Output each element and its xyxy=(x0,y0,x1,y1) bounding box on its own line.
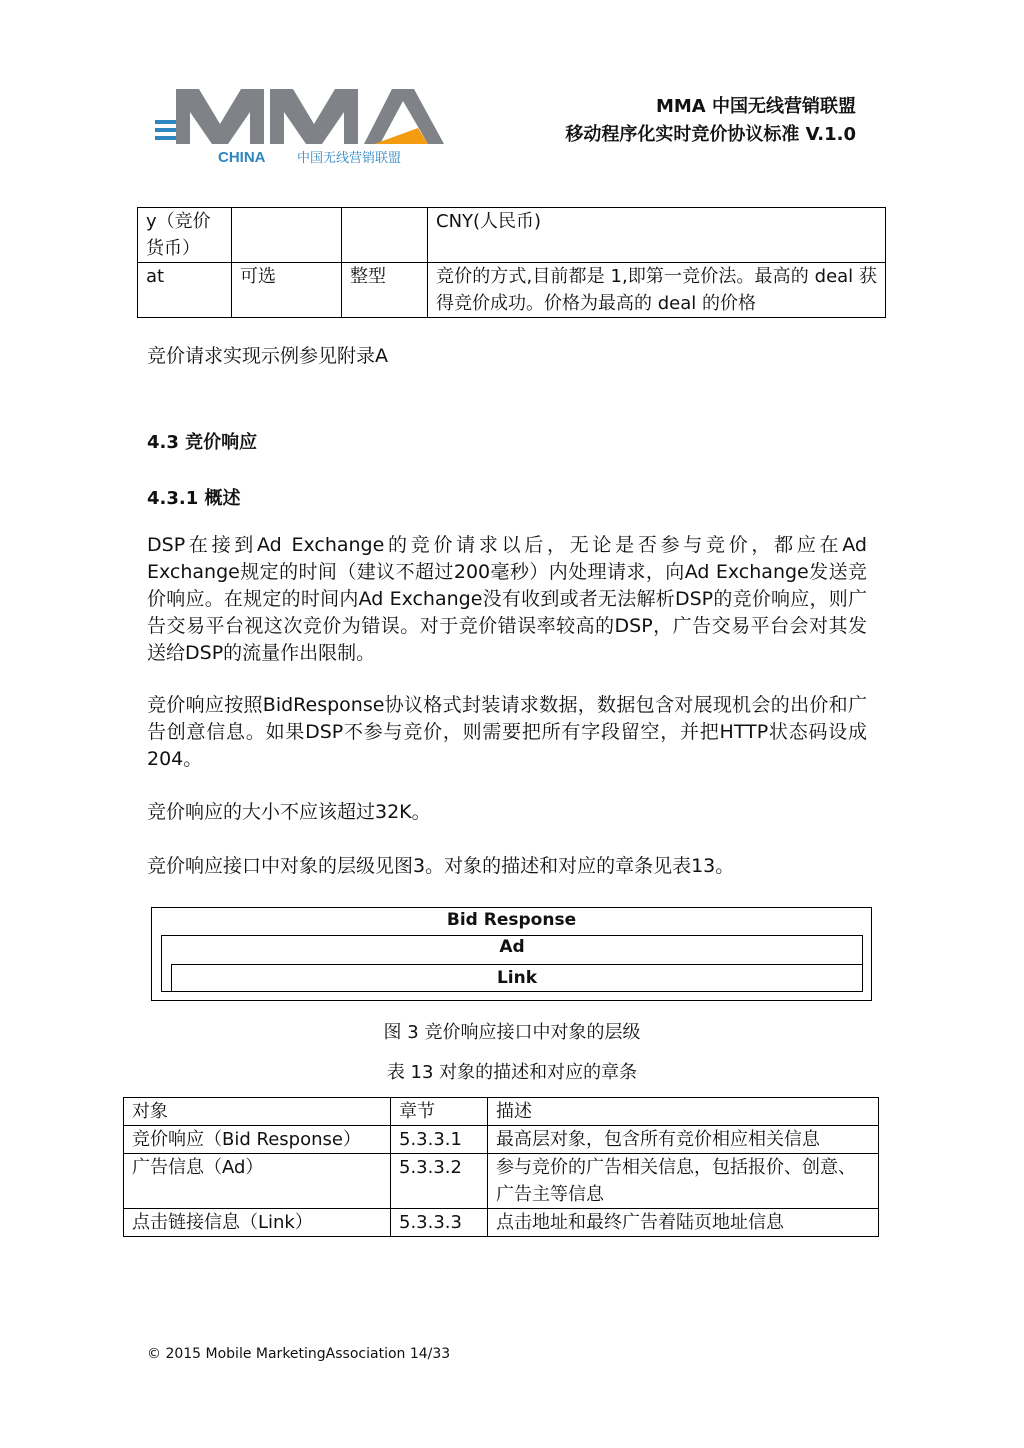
table-cell: 最高层对象，包含所有竞价相应相关信息 xyxy=(488,1126,879,1154)
figure-caption: 图 3 竞价响应接口中对象的层级 xyxy=(383,1022,641,1043)
hierarchy-figure xyxy=(151,907,872,1001)
table-cell: 5.3.3.2 xyxy=(391,1154,488,1209)
paragraph-2: 竞价响应按照BidResponse协议格式封装请求数据，数据包含对展现机会的出价和广告创意信息。如果DSP不参与竞价，则需要把所有字段留空，并把HTTP状态码设成204。 xyxy=(147,694,867,770)
figure-link-box: Link xyxy=(171,964,863,992)
table-cell: 点击地址和最终广告着陆页地址信息 xyxy=(488,1209,879,1237)
table-header-cell: 对象 xyxy=(124,1098,391,1126)
paragraph-4: 竞价响应接口中对象的层级见图3。对象的描述和对应的章条见表13。 xyxy=(147,855,735,877)
table-header-cell: 描述 xyxy=(488,1098,879,1126)
table-row xyxy=(138,208,886,263)
logo-wordmark: MMA xyxy=(152,84,155,85)
table-cell: 广告信息（Ad） xyxy=(124,1154,391,1209)
table-row xyxy=(124,1154,879,1209)
table-cell: 参与竞价的广告相关信息，包括报价、创意、广告主等信息 xyxy=(488,1154,879,1209)
param-table xyxy=(137,207,886,318)
figure-ad-box xyxy=(161,935,863,992)
logo-china-text: CHINA xyxy=(218,149,266,166)
figure-bid-response-label: Bid Response xyxy=(446,910,577,930)
table-cell xyxy=(342,208,428,263)
table-cell: 点击链接信息（Link） xyxy=(124,1209,391,1237)
paragraph-1: DSP在接到Ad Exchange的竞价请求以后，无论是否参与竞价，都应在Ad Exchange规定的时间（建议不超过200毫秒）内处理请求，向Ad Exchange发送竞价响应。在规定的时间内Ad Exchange没有收到或者无法解析DSP的竞价响应，则广告交易平台视这次竞价为错误。对于竞价错误率较高的DSP，广告交易平台会对其发送给DSP的流量作出限制。 xyxy=(147,534,867,664)
table-header-cell: 章节 xyxy=(391,1098,488,1126)
appendix-note: 竞价请求实现示例参见附录A xyxy=(147,345,388,367)
table-cell: 竞价响应（Bid Response） xyxy=(124,1126,391,1154)
table-row xyxy=(124,1126,879,1154)
table-cell xyxy=(232,208,342,263)
table-cell: CNY(人民币) xyxy=(428,208,886,263)
table-header-row xyxy=(124,1098,879,1126)
table-cell: 整型 xyxy=(342,263,428,318)
mma-china-logo xyxy=(152,84,452,168)
table-cell: 可选 xyxy=(232,263,342,318)
table-cell: 5.3.3.3 xyxy=(391,1209,488,1237)
section-heading-4-3: 4.3 竞价响应 xyxy=(147,432,258,453)
table-row xyxy=(138,263,886,318)
table-cell: y（竞价货币） xyxy=(138,208,232,263)
paragraph-3: 竞价响应的大小不应该超过32K。 xyxy=(147,801,431,823)
table-cell: 5.3.3.1 xyxy=(391,1126,488,1154)
table-cell: 竞价的方式,目前都是 1,即第一竞价法。最高的 deal 获得竞价成功。价格为最高的 deal 的价格 xyxy=(428,263,886,318)
header-doc-title: 移动程序化实时竞价协议标准 V.1.0 xyxy=(565,124,856,145)
logo-cn-text: 中国无线营销联盟 xyxy=(297,151,402,166)
footer-copyright: © 2015 Mobile MarketingAssociation 14/33 xyxy=(147,1346,451,1362)
table-cell: at xyxy=(138,263,232,318)
object-table xyxy=(123,1097,879,1237)
table-row xyxy=(124,1209,879,1237)
figure-ad-label: Ad xyxy=(499,937,525,957)
table-caption: 表 13 对象的描述和对应的章条 xyxy=(386,1062,638,1083)
header-org: MMA 中国无线营销联盟 xyxy=(655,96,856,117)
section-heading-4-3-1: 4.3.1 概述 xyxy=(147,488,241,509)
